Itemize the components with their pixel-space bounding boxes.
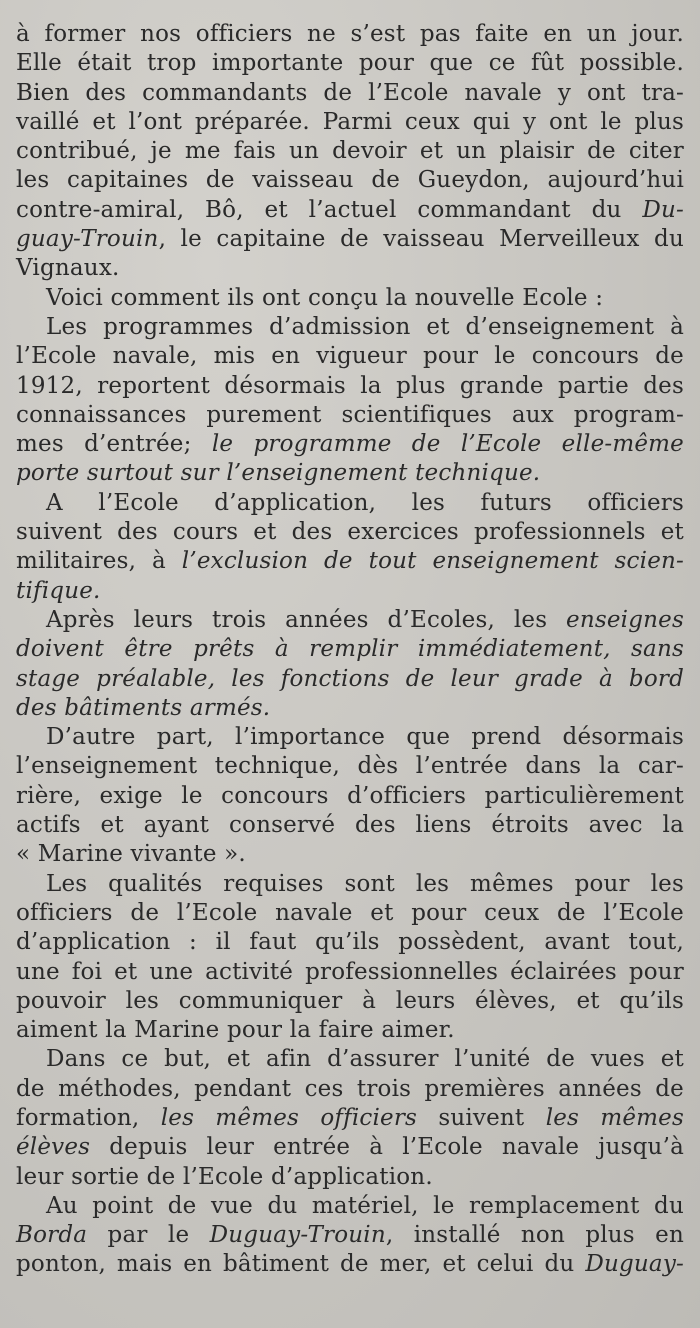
italic-text-segment: porte surtout sur l’enseignement technique. [16,460,541,487]
text-line [16,225,684,254]
text-segment: 1912, reportent désormais la plus grande partie des [16,372,684,399]
italic-text-segment: tifique. [16,577,101,604]
text-segment: suivent [417,1104,546,1131]
italic-text-segment: le programme de l’Ecole elle-même [211,431,684,458]
text-line [16,401,684,430]
text-segment: depuis leur entrée à l’Ecole navale jusqu’à [90,1134,684,1161]
text-line [16,1250,684,1279]
text-segment: Les qualités requises sont les mêmes pour les [46,870,684,897]
text-segment: à former nos officiers ne s’est pas faite en un jour. [16,21,684,47]
text-segment: Après leurs trois années d’Ecoles, les [46,606,567,633]
text-segment: l’Ecole navale, mis en vigueur pour le concours de [16,343,684,370]
text-segment: d’application : il faut qu’ils possèdent, avant tout, [16,929,684,956]
text-line [16,928,684,957]
italic-text-segment: des bâtiments armés. [16,694,271,721]
text-line [16,20,684,49]
text-line [16,1045,684,1074]
text-segment: par le [87,1222,210,1249]
text-segment: « Marine vivante ». [16,841,246,868]
text-line [16,430,684,459]
text-segment: les capitaines de vaisseau de Gueydon, aujourd’hui [16,167,684,194]
text-line [16,79,684,108]
text-line [16,372,684,401]
text-line [16,723,684,752]
text-line [16,284,684,313]
italic-text-segment: enseignes [566,606,684,633]
text-line [16,1221,684,1250]
text-segment: de méthodes, pendant ces trois premières années de [16,1075,684,1102]
italic-text-segment: Duguay- [585,1251,684,1278]
text-line [16,547,684,576]
text-line [16,665,684,694]
text-segment: officiers de l’Ecole navale et pour ceux de l’Ecole [16,899,684,926]
text-line [16,1104,684,1133]
text-line [16,899,684,928]
text-line [16,342,684,371]
text-line [16,49,684,78]
italic-text-segment: stage préalable, les fonctions de leur grade à bord [16,665,684,692]
italic-text-segment: Du- [642,196,684,223]
text-line [16,811,684,840]
text-segment: connaissances purement scientifiques aux program- [16,401,684,428]
text-segment: Elle était trop importante pour que ce fût possible. [16,50,684,77]
text-segment: contre-amiral, Bô, et l’actuel commandant du [16,196,643,223]
text-segment: vaillé et l’ont préparée. Parmi ceux qui y ont le plus [16,108,684,135]
text-line [16,870,684,899]
text-line [16,313,684,342]
text-segment: Au point de vue du matériel, le remplacement du [46,1192,684,1219]
text-segment: Voici comment ils ont conçu la nouvelle Ecole : [46,284,604,311]
text-line [16,459,684,488]
text-line [16,489,684,518]
text-segment: suivent des cours et des exercices professionnels et [16,519,684,546]
text-segment: aiment la Marine pour la faire aimer. [16,1017,455,1044]
text-segment: pouvoir les communiquer à leurs élèves, et qu’ils [16,987,684,1014]
text-line [16,166,684,195]
text-line [16,840,684,869]
text-line [16,518,684,547]
text-segment: leur sortie de l’Ecole d’application. [16,1163,433,1190]
text-segment: A l’Ecole d’application, les futurs officiers [46,489,684,516]
italic-text-segment: l’exclusion de tout enseignement scien- [181,548,684,575]
text-segment: militaires, à [16,548,182,575]
text-line [16,752,684,781]
text-segment: rière, exige le concours d’officiers particulièrement [16,782,684,809]
text-segment: l’enseignement technique, dès l’entrée dans la car- [16,753,684,780]
text-line [16,782,684,811]
text-line [16,1163,684,1192]
text-segment: D’autre part, l’importance que prend désormais [46,724,684,751]
text-line [16,694,684,723]
italic-text-segment: les mêmes officiers [160,1104,418,1131]
text-segment: ponton, mais en bâtiment de mer, et celui du [16,1251,586,1278]
text-line [16,254,684,283]
text-line [16,196,684,225]
text-segment: , installé non plus en [385,1222,684,1249]
italic-text-segment: les mêmes [545,1104,685,1131]
italic-text-segment: Duguay-Trouin [209,1222,386,1249]
text-segment: Vignaux. [16,255,120,282]
text-segment: Les programmes d’admission et d’enseignement à [46,313,684,340]
italic-text-segment: doivent être prêts à remplir immédiatement, sans [16,636,684,663]
text-line [16,635,684,664]
text-line [16,987,684,1016]
text-segment: Bien des commandants de l’Ecole navale y ont tra- [16,79,684,106]
text-segment: , le capitaine de vaisseau Merveilleux du [158,226,684,253]
text-segment: actifs et ayant conservé des liens étroits avec la [16,812,684,839]
italic-text-segment: guay-Trouin [16,226,159,253]
text-line [16,577,684,606]
text-line [16,1133,684,1162]
text-segment: formation, [16,1104,161,1131]
text-line [16,606,684,635]
text-segment: contribué, je me fais un devoir et un plaisir de citer [16,138,684,165]
text-segment: Dans ce but, et afin d’assurer l’unité de vues et [46,1046,684,1073]
text-segment: une foi et une activité professionnelles éclairées pour [16,958,684,985]
text-line [16,958,684,987]
text-segment: mes d’entrée; [16,431,212,458]
italic-text-segment: Borda [16,1222,88,1249]
text-line [16,1192,684,1221]
italic-text-segment: élèves [16,1134,91,1161]
text-line [16,108,684,137]
text-line [16,137,684,166]
text-line [16,1016,684,1045]
text-line [16,1075,684,1104]
